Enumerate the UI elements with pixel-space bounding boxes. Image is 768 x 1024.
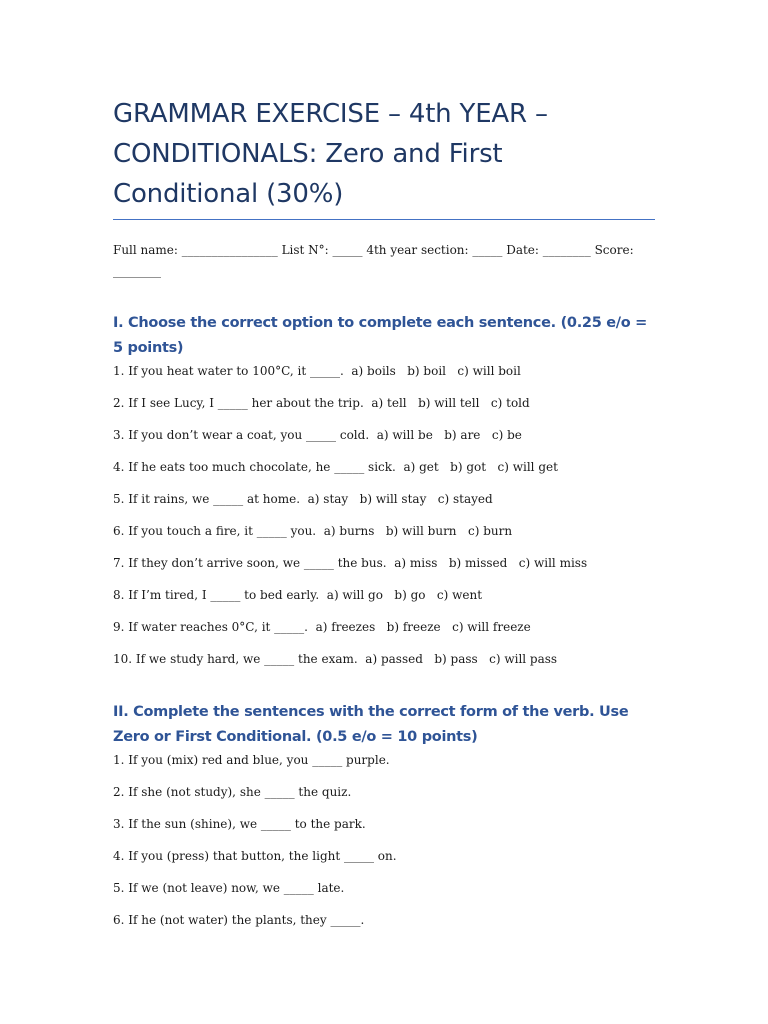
section-2-question-3: 3. If the sun (shine), we _____ to the park.: [113, 817, 366, 831]
section-1-question-6: 6. If you touch a fire, it _____ you. a) burns b) will burn c) burn: [113, 524, 513, 538]
section-1-question-9: 9. If water reaches 0°C, it _____. a) freezes b) freeze c) will freeze: [113, 620, 531, 634]
section-1-question-1: 1. If you heat water to 100°C, it _____. a) boils b) boil c) will boil: [113, 364, 521, 378]
section-2-question-4: 4. If you (press) that button, the light _____ on.: [113, 849, 397, 863]
section-2-question-5: 5. If we (not leave) now, we _____ late.: [113, 881, 345, 895]
section-2-heading: II. Complete the sentences with the correct form of the verb. Use Zero or First Conditional. (0.5 e/o = 10 points): [113, 704, 629, 745]
section-1-question-3: 3. If you don’t wear a coat, you _____ cold. a) will be b) are c) be: [113, 428, 522, 442]
student-info-line: Full name: ________________ List N°: _____ 4th year section: _____ Date: ________ Score: ________: [113, 243, 634, 278]
section-1-question-10: 10. If we study hard, we _____ the exam. a) passed b) pass c) will pass: [113, 652, 558, 666]
section-1-question-7: 7. If they don’t arrive soon, we _____ the bus. a) miss b) missed c) will miss: [113, 556, 588, 570]
section-2-question-6: 6. If he (not water) the plants, they _____.: [113, 913, 365, 927]
section-1-question-8: 8. If I’m tired, I _____ to bed early. a) will go b) go c) went: [113, 588, 483, 602]
title-underline-divider: [113, 219, 655, 220]
section-1-heading: I. Choose the correct option to complete each sentence. (0.25 e/o = 5 points): [113, 315, 648, 356]
section-1-question-2: 2. If I see Lucy, I _____ her about the trip. a) tell b) will tell c) told: [113, 396, 530, 410]
section-2-question-2: 2. If she (not study), she _____ the quiz.: [113, 785, 352, 799]
section-1-question-5: 5. If it rains, we _____ at home. a) stay b) will stay c) stayed: [113, 492, 493, 506]
section-1-question-4: 4. If he eats too much chocolate, he _____ sick. a) get b) got c) will get: [113, 460, 558, 474]
section-2-question-1: 1. If you (mix) red and blue, you _____ purple.: [113, 753, 390, 767]
page-title: GRAMMAR EXERCISE – 4th YEAR – CONDITIONALS: Zero and First Conditional (30%): [113, 99, 548, 209]
